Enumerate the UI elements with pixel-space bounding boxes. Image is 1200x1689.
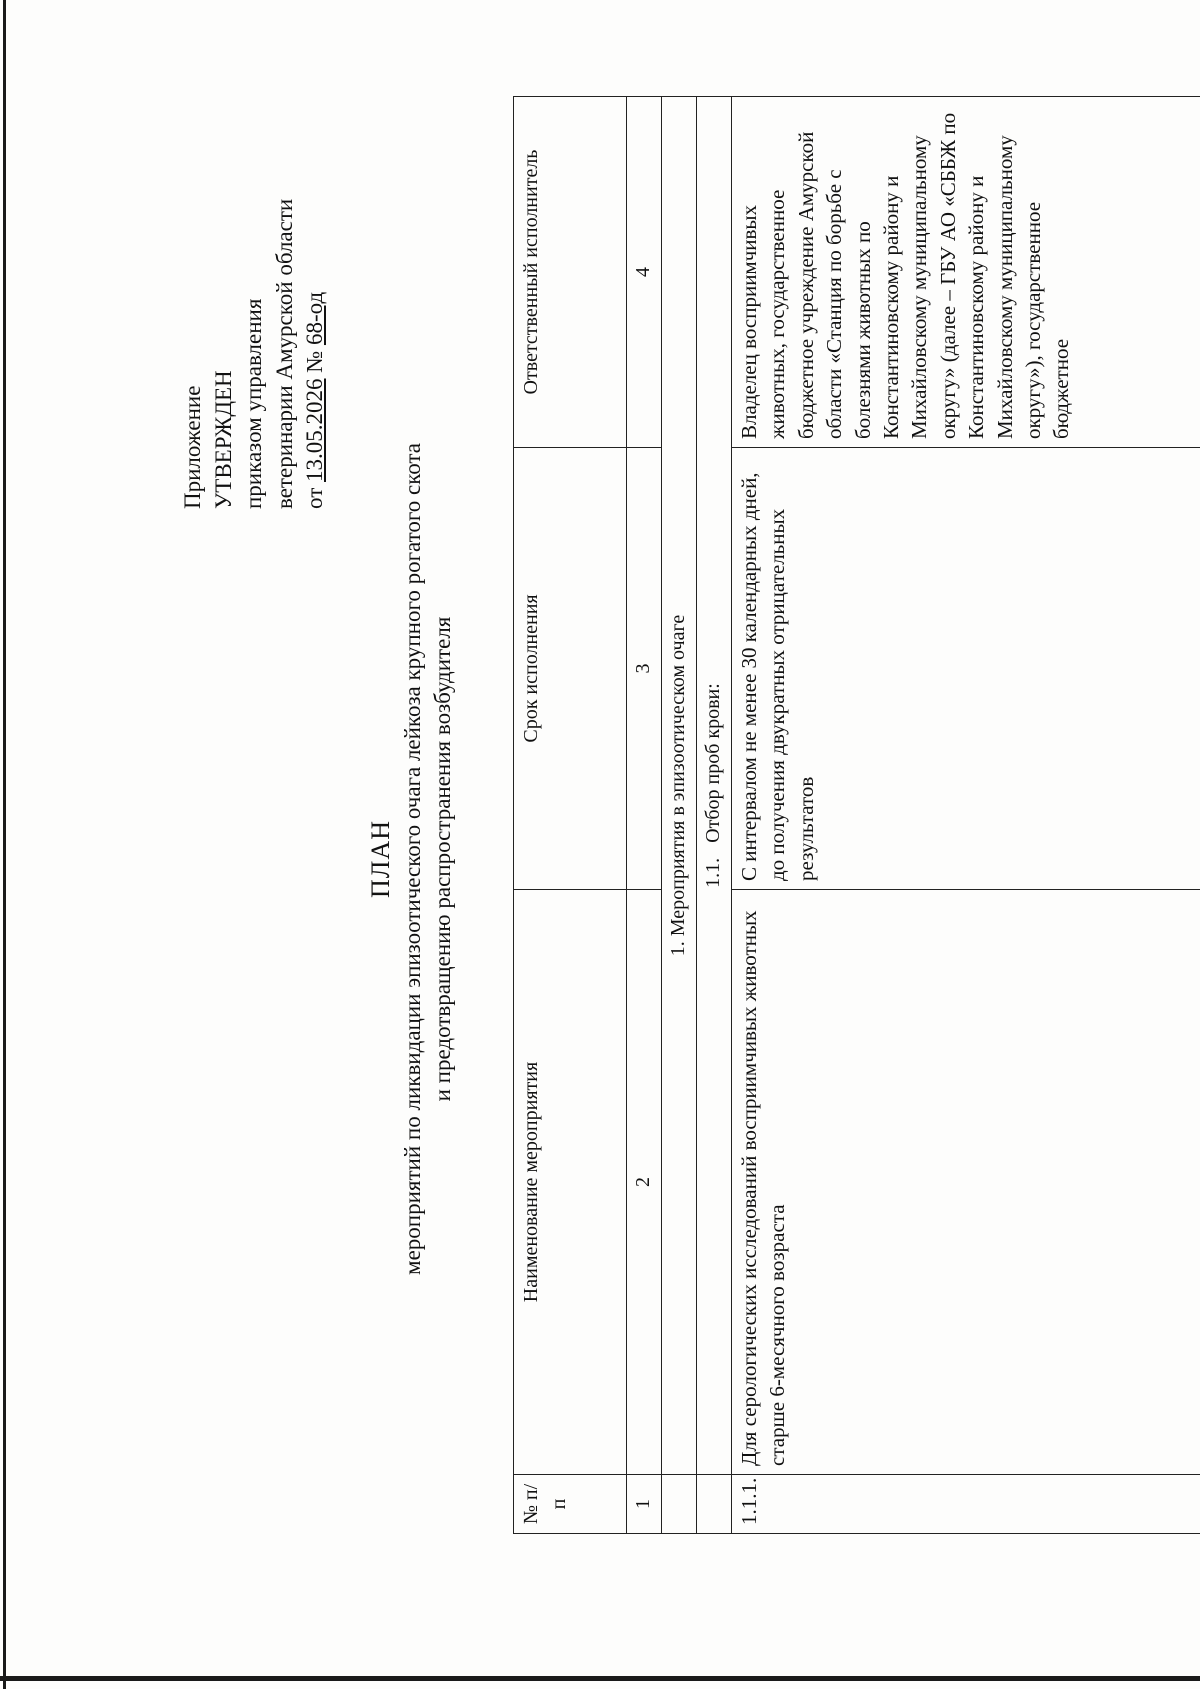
plan-table <box>513 96 1200 1534</box>
header-name: Наименование мероприятия <box>514 890 627 1475</box>
title-line-2: и предотвращению распространения возбудителя <box>430 616 455 1102</box>
approval-date-line <box>300 29 331 509</box>
title-heading: ПЛАН <box>366 820 395 898</box>
approval-date: 13.05.2026 <box>302 378 327 482</box>
header-responsible: Ответственный исполнитель <box>514 97 627 448</box>
column-number: 2 <box>627 890 662 1475</box>
table-row <box>732 97 1200 1534</box>
subsection-title: 1.1. Отбор проб крови: <box>697 97 732 1475</box>
header-term: Срок исполнения <box>514 448 627 890</box>
approval-block <box>178 29 331 509</box>
section-empty-cell <box>662 1475 697 1534</box>
column-number: 4 <box>627 97 662 448</box>
row-responsible: Владелец восприимчивых животных, государственное бюджетное учреждение Амурской области «Станция по борьбе с болезнями животных по Константиновскому району и Михайловскому муниципальному округу» (далее – ГБУ АО «СББЖ по Константиновскому району и Михайловскому муниципальному округу»), государственное бюджетное <box>732 97 1200 448</box>
approval-appendix: Приложение <box>180 385 205 509</box>
approval-number: 68-од <box>302 291 327 346</box>
section-row <box>662 97 697 1534</box>
approval-number-sign: № <box>302 350 327 373</box>
approval-authority: ветеринарии Амурской области <box>271 198 297 509</box>
table-header-row <box>514 97 627 1534</box>
document-title <box>366 149 458 1569</box>
row-name: Для серологических исследований восприимчивых животных старше 6-месячного возраста <box>732 890 1200 1475</box>
approval-order: приказом управления <box>241 298 266 509</box>
subsection-empty-cell <box>697 1475 732 1534</box>
title-line-1: мероприятий по ликвидации эпизоотического очага лейкоза крупного рогатого скота <box>400 443 425 1275</box>
row-number: 1.1.1. <box>732 1475 1200 1534</box>
approval-from: от <box>302 487 327 509</box>
column-number: 3 <box>627 448 662 890</box>
row-term: С интервалом не менее 30 календарных дней, до получения двукратных отрицательных результатов <box>732 448 1200 890</box>
section-title: 1. Мероприятия в эпизоотическом очаге <box>662 97 697 1475</box>
column-number: 1 <box>627 1475 662 1534</box>
approval-approved: УТВЕРЖДЕН <box>210 370 236 509</box>
column-number-row <box>627 97 662 1534</box>
header-number: № п/п <box>514 1475 627 1534</box>
subsection-row <box>697 97 732 1534</box>
